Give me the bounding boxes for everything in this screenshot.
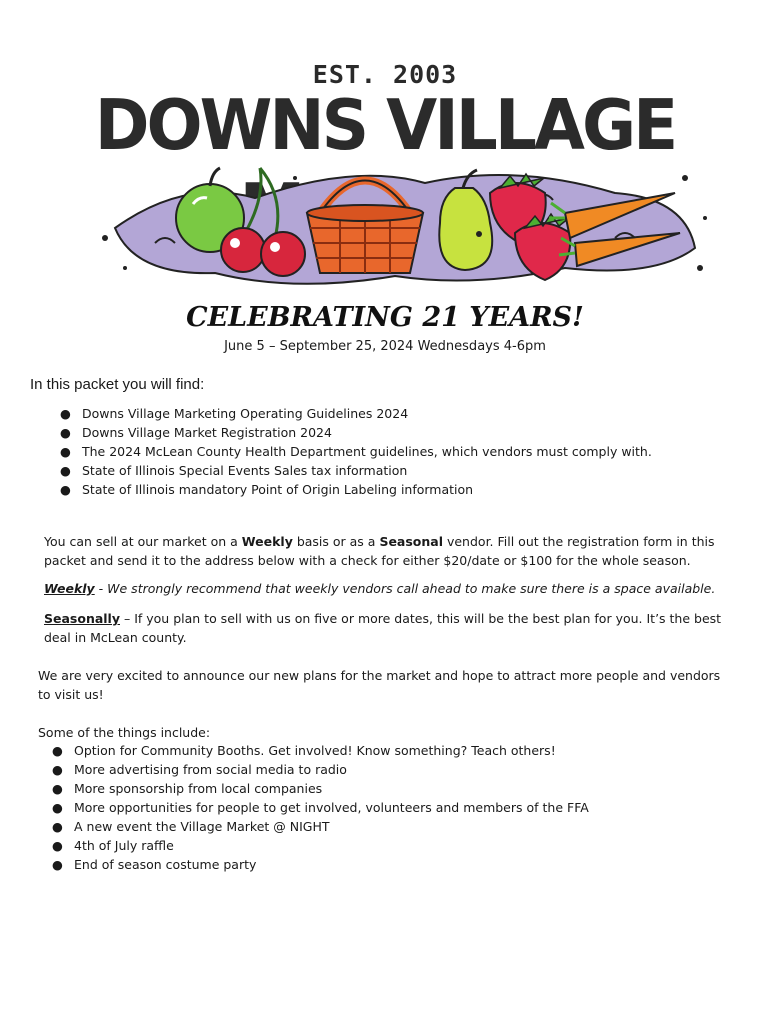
- announcement-paragraph: We are very excited to announce our new plans for the market and hope to attract more people and vendors to visit us!: [38, 668, 721, 702]
- packet-intro: In this packet you will find:: [30, 376, 205, 393]
- list-item: ● More sponsorship from local companies: [52, 781, 323, 796]
- list-item: ● State of Illinois Special Events Sales tax information: [60, 463, 408, 478]
- list-item: ● Downs Village Market Registration 2024: [60, 425, 332, 440]
- plans-intro: Some of the things include:: [38, 725, 211, 740]
- selling-options-paragraph: You can sell at our market on a Weekly basis or as a Seasonal vendor. Fill out the registration form in this packet and send it to the address below with a check for either $20/date or $100 for the whole season.: [44, 534, 715, 568]
- seasonal-note: Seasonally – If you plan to sell with us on five or more dates, this will be the best plan for you. It’s the best deal in McLean county.: [44, 611, 722, 645]
- produce-illustration: [95, 158, 715, 298]
- established-year: EST. 2003: [312, 60, 458, 89]
- weekly-note: Weekly - We strongly recommend that weekly vendors call ahead to make sure there is a space available.: [44, 581, 716, 596]
- list-item: ● More opportunities for people to get involved, volunteers and members of the FFA: [52, 800, 589, 815]
- market-title: DOWNS VILLAGE: [94, 85, 676, 166]
- list-item: ● A new event the Village Market @ NIGHT: [52, 819, 330, 834]
- list-item: ● Option for Community Booths. Get involved! Know something? Teach others!: [52, 743, 556, 758]
- market-dates: June 5 – September 25, 2024 Wednesdays 4-6pm: [224, 339, 546, 354]
- list-item: ● 4th of July raffle: [52, 838, 174, 853]
- packet-contents-list: [60, 404, 652, 499]
- list-item: ● The 2024 McLean County Health Department guidelines, which vendors must comply with.: [60, 444, 652, 459]
- list-item: ● More advertising from social media to radio: [52, 762, 347, 777]
- list-item: ● State of Illinois mandatory Point of Origin Labeling information: [60, 482, 474, 497]
- anniversary-banner: CELEBRATING 21 YEARS!: [186, 302, 584, 333]
- list-item: ● End of season costume party: [52, 857, 257, 872]
- list-item: ● Downs Village Marketing Operating Guidelines 2024: [60, 406, 409, 421]
- plans-list: [52, 741, 589, 874]
